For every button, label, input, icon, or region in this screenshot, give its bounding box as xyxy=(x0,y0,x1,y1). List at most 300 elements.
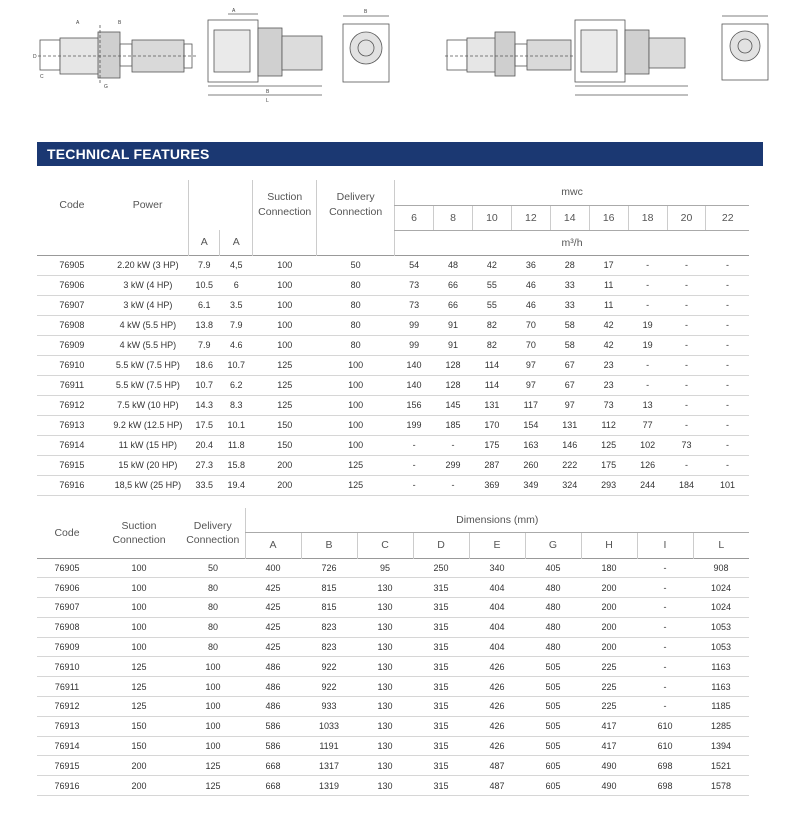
table-cell: 58 xyxy=(550,335,589,355)
table-cell: 130 xyxy=(357,716,413,736)
table-cell: 100 xyxy=(181,697,245,717)
pump-side-view-drawing-2 xyxy=(445,32,575,76)
table-cell: 3 kW (4 HP) xyxy=(107,275,189,295)
table-cell: 299 xyxy=(434,455,473,475)
table-cell: 425 xyxy=(245,617,301,637)
table-cell: 125 xyxy=(97,657,181,677)
table-cell: 76909 xyxy=(37,335,107,355)
table-cell: 426 xyxy=(469,657,525,677)
table-cell: 404 xyxy=(469,598,525,618)
table-cell: 13.8 xyxy=(189,315,220,335)
table-cell: 76913 xyxy=(37,716,97,736)
table-cell: 200 xyxy=(581,578,637,598)
table-cell: 9.2 kW (12.5 HP) xyxy=(107,415,189,435)
table-cell: 933 xyxy=(301,697,357,717)
table-cell: 1053 xyxy=(693,637,749,657)
table-cell: 50 xyxy=(317,255,395,275)
table-cell: 1033 xyxy=(301,716,357,736)
table-cell: 66 xyxy=(434,275,473,295)
table-cell: 76910 xyxy=(37,355,107,375)
table-cell: 1285 xyxy=(693,716,749,736)
table-cell: 91 xyxy=(434,335,473,355)
table-cell: 82 xyxy=(472,315,511,335)
dims-letter-header: A xyxy=(245,532,301,558)
table-cell: - xyxy=(706,435,749,455)
table-row xyxy=(37,776,749,796)
table-cell: 480 xyxy=(525,637,581,657)
table-cell: 1163 xyxy=(693,677,749,697)
table-cell: - xyxy=(706,295,749,315)
table-cell: 76913 xyxy=(37,415,107,435)
table-cell: 76916 xyxy=(37,475,107,495)
table-cell: 76911 xyxy=(37,375,107,395)
table-cell: 20.4 xyxy=(189,435,220,455)
table-cell: 4,5 xyxy=(220,255,253,275)
table-row xyxy=(37,435,749,455)
table-cell: 6 xyxy=(220,275,253,295)
table-cell: - xyxy=(706,395,749,415)
table-cell: 100 xyxy=(97,558,181,578)
table-cell: 505 xyxy=(525,657,581,677)
table-cell: 76907 xyxy=(37,295,107,315)
table-cell: 130 xyxy=(357,598,413,618)
table-row xyxy=(37,716,749,736)
table-cell: 5.5 kW (7.5 HP) xyxy=(107,355,189,375)
table-cell: 426 xyxy=(469,677,525,697)
table-cell: 100 xyxy=(317,375,395,395)
table-cell: 100 xyxy=(181,736,245,756)
mwc-header: 20 xyxy=(667,205,706,230)
pump-top-view-drawing-2 xyxy=(575,20,688,95)
table-row xyxy=(37,598,749,618)
table-row xyxy=(37,677,749,697)
table-cell: 140 xyxy=(395,355,434,375)
table-cell: 922 xyxy=(301,657,357,677)
table-cell: 100 xyxy=(97,637,181,657)
col-header-power: Power xyxy=(132,199,163,211)
dims-col-header-code: Code xyxy=(54,526,80,539)
table-cell: 200 xyxy=(581,637,637,657)
table-cell: 100 xyxy=(253,295,317,315)
table-cell: 1319 xyxy=(301,776,357,796)
table-cell: 27.3 xyxy=(189,455,220,475)
table-cell: - xyxy=(637,637,693,657)
table-cell: 80 xyxy=(317,295,395,315)
drawing-label: B xyxy=(364,9,368,15)
table-cell: 76915 xyxy=(37,756,97,776)
table-cell: - xyxy=(628,255,667,275)
table-cell: 73 xyxy=(667,435,706,455)
table-cell: - xyxy=(628,375,667,395)
table-cell: 175 xyxy=(589,455,628,475)
table-cell: 815 xyxy=(301,578,357,598)
mwc-header: 18 xyxy=(628,205,667,230)
table-cell: 114 xyxy=(472,375,511,395)
table-cell: 76914 xyxy=(37,435,107,455)
table-cell: 180 xyxy=(581,558,637,578)
table-cell: 100 xyxy=(181,716,245,736)
table-cell: 4 kW (5.5 HP) xyxy=(107,315,189,335)
mwc-header: 14 xyxy=(550,205,589,230)
table-cell: 315 xyxy=(413,578,469,598)
table-cell: 1053 xyxy=(693,617,749,637)
table-row xyxy=(37,697,749,717)
table-row xyxy=(37,455,749,475)
col-header-delivery: Delivery Connection xyxy=(317,180,395,230)
table-cell: 668 xyxy=(245,776,301,796)
table-cell: 125 xyxy=(181,756,245,776)
table-cell: 922 xyxy=(301,677,357,697)
table-cell: 17.5 xyxy=(189,415,220,435)
table-cell: - xyxy=(637,578,693,598)
section-title: TECHNICAL FEATURES xyxy=(37,142,763,166)
table-cell: 125 xyxy=(317,455,395,475)
table-cell: 1185 xyxy=(693,697,749,717)
col-header-m3h: m³/h xyxy=(395,230,749,255)
table-cell: 17 xyxy=(589,255,628,275)
table-cell: 130 xyxy=(357,677,413,697)
table-cell: - xyxy=(628,295,667,315)
pump-top-view-drawing-1 xyxy=(208,14,322,95)
table-cell: 222 xyxy=(550,455,589,475)
table-row xyxy=(37,375,749,395)
table-cell: 10.5 xyxy=(189,275,220,295)
table-cell: 3 kW (4 HP) xyxy=(107,295,189,315)
table-cell: 33 xyxy=(550,295,589,315)
table-cell: 11.8 xyxy=(220,435,253,455)
table-cell: 76905 xyxy=(37,558,97,578)
table-cell: 315 xyxy=(413,637,469,657)
table-cell: 425 xyxy=(245,578,301,598)
table-cell: 244 xyxy=(628,475,667,495)
table-cell: 97 xyxy=(550,395,589,415)
table-cell: 1163 xyxy=(693,657,749,677)
table-row xyxy=(37,558,749,578)
table-cell: 58 xyxy=(550,315,589,335)
table-cell: 1521 xyxy=(693,756,749,776)
table-cell: 73 xyxy=(395,295,434,315)
table-cell: 70 xyxy=(511,315,550,335)
table-cell: 33.5 xyxy=(189,475,220,495)
table-cell: 14.3 xyxy=(189,395,220,415)
table-cell: 130 xyxy=(357,697,413,717)
table-cell: - xyxy=(637,677,693,697)
dims-col-header-suction: Suction Connection xyxy=(112,519,166,546)
table-cell: - xyxy=(706,335,749,355)
table-cell: 99 xyxy=(395,315,434,335)
table-cell: - xyxy=(434,475,473,495)
table-cell: 1024 xyxy=(693,578,749,598)
table-cell: 200 xyxy=(581,617,637,637)
table-row xyxy=(37,415,749,435)
table-cell: 46 xyxy=(511,295,550,315)
technical-features-body xyxy=(37,255,749,495)
table-cell: 490 xyxy=(581,776,637,796)
table-cell: 80 xyxy=(181,637,245,657)
table-cell: 505 xyxy=(525,736,581,756)
table-cell: 163 xyxy=(511,435,550,455)
table-cell: 125 xyxy=(97,697,181,717)
table-cell: 76910 xyxy=(37,657,97,677)
table-cell: 698 xyxy=(637,776,693,796)
dims-letter-header: I xyxy=(637,532,693,558)
table-cell: 487 xyxy=(469,756,525,776)
table-cell: - xyxy=(706,255,749,275)
table-cell: - xyxy=(395,435,434,455)
table-cell: 42 xyxy=(589,335,628,355)
table-cell: 293 xyxy=(589,475,628,495)
table-cell: 100 xyxy=(317,415,395,435)
table-cell: 100 xyxy=(317,435,395,455)
table-cell: 426 xyxy=(469,736,525,756)
table-cell: 225 xyxy=(581,657,637,677)
table-cell: - xyxy=(628,355,667,375)
table-cell: 315 xyxy=(413,716,469,736)
table-cell: 131 xyxy=(550,415,589,435)
table-cell: 486 xyxy=(245,657,301,677)
table-cell: 1317 xyxy=(301,756,357,776)
table-cell: 100 xyxy=(253,255,317,275)
table-cell: 91 xyxy=(434,315,473,335)
table-cell: - xyxy=(637,657,693,677)
table-cell: 1024 xyxy=(693,598,749,618)
table-cell: 199 xyxy=(395,415,434,435)
table-cell: 125 xyxy=(181,776,245,796)
table-cell: - xyxy=(667,255,706,275)
table-cell: 76908 xyxy=(37,315,107,335)
table-cell: 426 xyxy=(469,716,525,736)
table-cell: 486 xyxy=(245,697,301,717)
table-cell: 200 xyxy=(581,598,637,618)
table-cell: 95 xyxy=(357,558,413,578)
table-cell: 417 xyxy=(581,716,637,736)
table-cell: 324 xyxy=(550,475,589,495)
table-cell: 100 xyxy=(97,598,181,618)
table-cell: 175 xyxy=(472,435,511,455)
table-cell: 67 xyxy=(550,375,589,395)
drawing-label: A xyxy=(232,8,236,14)
table-cell: - xyxy=(628,275,667,295)
table-cell: 100 xyxy=(253,315,317,335)
table-cell: 125 xyxy=(97,677,181,697)
table-cell: 112 xyxy=(589,415,628,435)
table-cell: - xyxy=(667,295,706,315)
table-cell: 225 xyxy=(581,677,637,697)
table-cell: 114 xyxy=(472,355,511,375)
table-cell: - xyxy=(667,375,706,395)
table-cell: 130 xyxy=(357,637,413,657)
table-cell: 97 xyxy=(511,375,550,395)
mwc-header: 10 xyxy=(472,205,511,230)
table-cell: 150 xyxy=(97,716,181,736)
table-cell: 315 xyxy=(413,736,469,756)
table-cell: - xyxy=(706,375,749,395)
table-cell: 67 xyxy=(550,355,589,375)
table-cell: 82 xyxy=(472,335,511,355)
dims-letter-header: L xyxy=(693,532,749,558)
table-cell: 610 xyxy=(637,736,693,756)
table-row xyxy=(37,578,749,598)
table-cell: - xyxy=(667,455,706,475)
table-cell: 100 xyxy=(97,578,181,598)
table-cell: - xyxy=(637,617,693,637)
table-row xyxy=(37,756,749,776)
table-cell: 73 xyxy=(395,275,434,295)
drawing-label: G xyxy=(104,84,108,90)
dims-letter-header: C xyxy=(357,532,413,558)
table-cell: 77 xyxy=(628,415,667,435)
table-cell: 100 xyxy=(317,395,395,415)
table-row xyxy=(37,637,749,657)
table-cell: 260 xyxy=(511,455,550,475)
table-cell: 28 xyxy=(550,255,589,275)
table-cell: 823 xyxy=(301,617,357,637)
table-cell: 73 xyxy=(589,395,628,415)
table-cell: 76909 xyxy=(37,637,97,657)
table-cell: 487 xyxy=(469,776,525,796)
table-cell: 10.1 xyxy=(220,415,253,435)
table-cell: - xyxy=(667,355,706,375)
col-header-amp: A xyxy=(189,230,220,255)
table-cell: 125 xyxy=(253,355,317,375)
table-cell: 76905 xyxy=(37,255,107,275)
table-cell: 425 xyxy=(245,637,301,657)
table-cell: 490 xyxy=(581,756,637,776)
table-row xyxy=(37,355,749,375)
table-cell: - xyxy=(395,455,434,475)
table-row xyxy=(37,617,749,637)
dims-letter-header: G xyxy=(525,532,581,558)
table-cell: - xyxy=(706,415,749,435)
table-cell: 405 xyxy=(525,558,581,578)
drawing-label: D xyxy=(33,54,37,60)
table-cell: 126 xyxy=(628,455,667,475)
table-cell: 170 xyxy=(472,415,511,435)
table-cell: 131 xyxy=(472,395,511,415)
table-cell: 125 xyxy=(253,395,317,415)
table-cell: 33 xyxy=(550,275,589,295)
table-cell: 1191 xyxy=(301,736,357,756)
table-cell: 80 xyxy=(181,598,245,618)
table-cell: 908 xyxy=(693,558,749,578)
pump-front-view-drawing-1 xyxy=(343,16,389,82)
table-row xyxy=(37,255,749,275)
table-cell: - xyxy=(706,275,749,295)
table-cell: - xyxy=(395,475,434,495)
table-cell: 54 xyxy=(395,255,434,275)
drawing-label: B xyxy=(118,20,122,26)
table-cell: 505 xyxy=(525,677,581,697)
dims-col-header-dimensions: Dimensions (mm) xyxy=(245,508,749,532)
table-cell: 404 xyxy=(469,578,525,598)
table-cell: 726 xyxy=(301,558,357,578)
technical-features-table xyxy=(37,180,749,496)
table-cell: 97 xyxy=(511,355,550,375)
table-cell: 200 xyxy=(97,756,181,776)
table-cell: 76912 xyxy=(37,395,107,415)
table-cell: 5.5 kW (7.5 HP) xyxy=(107,375,189,395)
dims-letter-header: E xyxy=(469,532,525,558)
mwc-header: 16 xyxy=(589,205,628,230)
drawing-label: B xyxy=(266,89,270,95)
col-header-suction: Suction Connection xyxy=(253,180,317,230)
table-cell: 154 xyxy=(511,415,550,435)
table-cell: 315 xyxy=(413,776,469,796)
table-row xyxy=(37,475,749,495)
table-cell: - xyxy=(706,455,749,475)
table-cell: - xyxy=(706,355,749,375)
table-cell: 15 kW (20 HP) xyxy=(107,455,189,475)
table-cell: 315 xyxy=(413,697,469,717)
table-cell: 70 xyxy=(511,335,550,355)
table-cell: 55 xyxy=(472,295,511,315)
table-cell: 823 xyxy=(301,637,357,657)
table-cell: 605 xyxy=(525,776,581,796)
table-cell: 80 xyxy=(317,335,395,355)
table-row xyxy=(37,315,749,335)
pump-front-view-drawing-2 xyxy=(722,16,768,80)
table-cell: 815 xyxy=(301,598,357,618)
table-cell: 99 xyxy=(395,335,434,355)
table-cell: 3.5 xyxy=(220,295,253,315)
table-cell: 130 xyxy=(357,657,413,677)
table-cell: - xyxy=(667,415,706,435)
table-cell: 100 xyxy=(317,355,395,375)
table-cell: 80 xyxy=(317,275,395,295)
table-cell: 426 xyxy=(469,697,525,717)
table-cell: 130 xyxy=(357,578,413,598)
table-cell: - xyxy=(667,335,706,355)
table-cell: 76907 xyxy=(37,598,97,618)
table-cell: 10.7 xyxy=(189,375,220,395)
table-cell: 505 xyxy=(525,697,581,717)
table-row xyxy=(37,335,749,355)
table-row xyxy=(37,295,749,315)
dimensions-body xyxy=(37,558,749,796)
table-cell: - xyxy=(434,435,473,455)
table-cell: 6.2 xyxy=(220,375,253,395)
table-cell: 480 xyxy=(525,617,581,637)
table-cell: 100 xyxy=(253,335,317,355)
table-cell: - xyxy=(637,558,693,578)
table-cell: 23 xyxy=(589,355,628,375)
table-cell: 8.3 xyxy=(220,395,253,415)
table-cell: 76915 xyxy=(37,455,107,475)
table-cell: 13 xyxy=(628,395,667,415)
table-cell: 19.4 xyxy=(220,475,253,495)
dims-letter-header: H xyxy=(581,532,637,558)
table-cell: 340 xyxy=(469,558,525,578)
table-cell: 128 xyxy=(434,355,473,375)
table-cell: - xyxy=(667,275,706,295)
table-cell: 145 xyxy=(434,395,473,415)
table-cell: 130 xyxy=(357,736,413,756)
table-cell: 11 xyxy=(589,295,628,315)
table-cell: 102 xyxy=(628,435,667,455)
pump-technical-drawings xyxy=(0,0,801,110)
table-cell: 130 xyxy=(357,617,413,637)
table-cell: 315 xyxy=(413,617,469,637)
table-row xyxy=(37,657,749,677)
table-cell: 417 xyxy=(581,736,637,756)
table-cell: 100 xyxy=(97,617,181,637)
table-cell: 315 xyxy=(413,657,469,677)
table-row xyxy=(37,275,749,295)
table-cell: - xyxy=(706,315,749,335)
table-cell: 668 xyxy=(245,756,301,776)
table-row xyxy=(37,395,749,415)
table-cell: 610 xyxy=(637,716,693,736)
